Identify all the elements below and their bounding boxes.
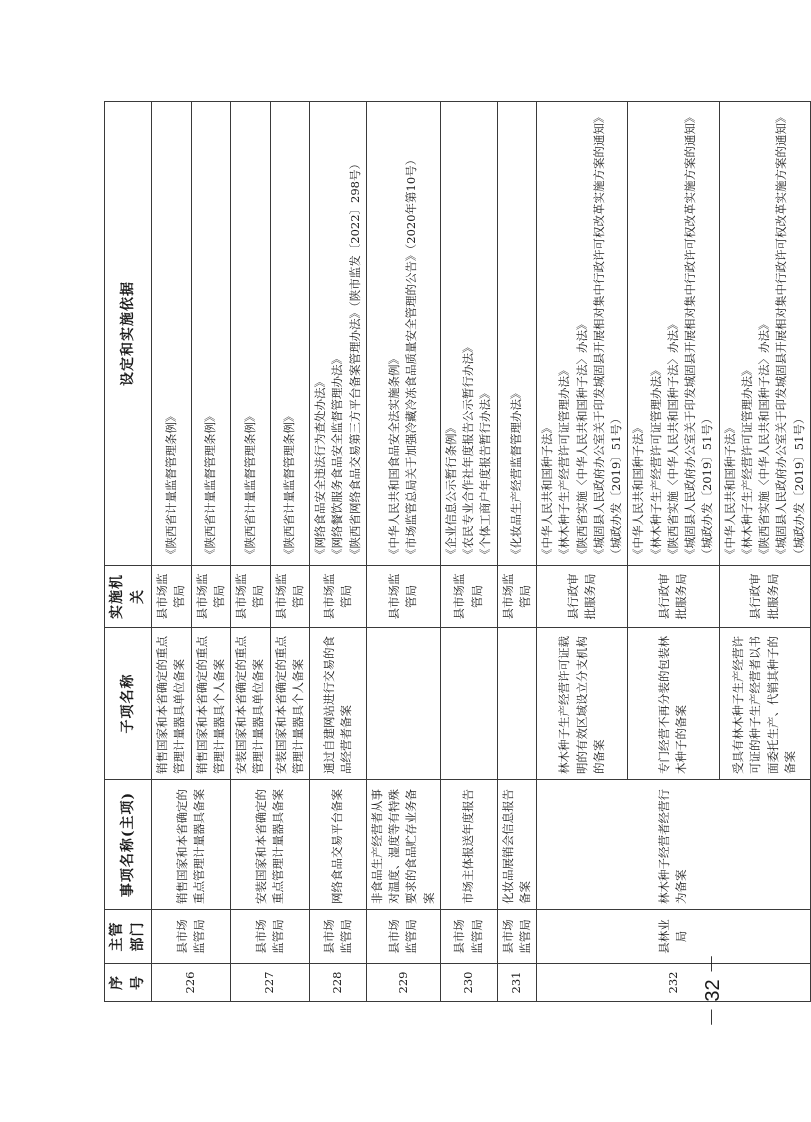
rotated-table-wrapper bbox=[104, 102, 806, 1002]
cell-item: 市场主体报送年度报告 bbox=[440, 780, 497, 910]
cell-no: 227 bbox=[231, 964, 310, 1002]
cell-sub bbox=[497, 628, 537, 780]
basis-line: 《中华人民共和国种子法》 bbox=[631, 422, 646, 560]
basis-line: 《陕西省计量监督管理条例》 bbox=[163, 410, 178, 560]
cell-basis bbox=[231, 102, 271, 566]
basis-line: 《城固县人民政府办公室关于印发城固县开展相对集中行政许可权改革实施方案的通知》（城政办发〔2019〕51号） bbox=[683, 111, 715, 560]
basis-line: 《陕西省网络食品交易第三方平台备案管理办法》（陕市监发〔2022〕298号） bbox=[347, 158, 362, 560]
cell-basis bbox=[270, 102, 310, 566]
basis-line: 《个体工商户年度报告暂行办法》 bbox=[478, 387, 493, 560]
cell-agency: 县行政审批服务局 bbox=[628, 566, 719, 628]
basis-line: 《化妆品生产经营监督管理办法》 bbox=[509, 387, 524, 560]
table-row bbox=[366, 102, 440, 1002]
cell-sub: 销售国家和本省确定的重点管理计量器具个人备案 bbox=[191, 628, 231, 780]
basis-line: 《中华人民共和国种子法》 bbox=[540, 422, 554, 560]
basis-line: 《陕西省计量监督管理条例》 bbox=[282, 410, 297, 560]
basis-line: 《陕西省计量监督管理条例》 bbox=[242, 410, 257, 560]
cell-sub: 专门经营不再分装的包装林木种子的备案 bbox=[628, 628, 719, 780]
table-row bbox=[497, 102, 537, 1002]
cell-sub: 安装国家和本省确定的重点管理计量器具单位备案 bbox=[231, 628, 271, 780]
basis-line: 《中华人民共和国种子法》 bbox=[722, 422, 737, 560]
basis-line: 《城固县人民政府办公室关于印发城固县开展相对集中行政许可权改革实施方案的通知》（城政办发〔2019〕51号） bbox=[591, 111, 623, 560]
cell-agency: 县市场监管局 bbox=[310, 566, 367, 628]
cell-agency: 县行政审批服务局 bbox=[719, 566, 810, 628]
cell-item: 化妆品展销会信息报告备案 bbox=[497, 780, 537, 910]
cell-basis bbox=[310, 102, 367, 566]
cell-dept: 县市场监管局 bbox=[497, 910, 537, 964]
cell-basis bbox=[366, 102, 440, 566]
cell-sub: 销售国家和本省确定的重点管理计量器具单位备案 bbox=[152, 628, 192, 780]
cell-sub bbox=[366, 628, 440, 780]
basis-line: 《陕西省实施〈中华人民共和国种子法〉办法》 bbox=[665, 318, 680, 560]
cell-agency: 县行政审批服务局 bbox=[537, 566, 628, 628]
basis-line: 《网络食品安全违法行为查处办法》 bbox=[313, 376, 327, 560]
table-row bbox=[231, 102, 271, 1002]
basis-line: 《陕西省实施〈中华人民共和国种子法〉办法》 bbox=[757, 318, 771, 560]
cell-item: 林木种子经营者经营行为备案 bbox=[537, 780, 811, 910]
cell-item: 安装国家和本省确定的重点管理计量器具备案 bbox=[231, 780, 310, 910]
basis-line: 《林木种子生产经营许可证管理办法》 bbox=[648, 364, 663, 560]
basis-line: 《农民专业合作社年度报告公示暂行办法》 bbox=[461, 341, 475, 560]
page-number: － 32 － bbox=[702, 953, 725, 1028]
cell-item: 网络食品交易平台备案 bbox=[310, 780, 367, 910]
cell-basis bbox=[191, 102, 231, 566]
items-table bbox=[104, 101, 811, 1002]
header-sub: 子项名称 bbox=[105, 628, 152, 780]
cell-item: 销售国家和本省确定的重点管理计量器具备案 bbox=[152, 780, 231, 910]
cell-dept: 县林业局 bbox=[537, 910, 811, 964]
header-row bbox=[105, 102, 152, 1002]
basis-line: 《市场监管总局关于加强冷藏冷冻食品质量安全管理的公告》（2020年第10号） bbox=[404, 153, 419, 560]
cell-agency: 县市场监管局 bbox=[191, 566, 231, 628]
cell-basis bbox=[719, 102, 810, 566]
cell-agency: 县市场监管局 bbox=[497, 566, 537, 628]
cell-dept: 县市场监管局 bbox=[231, 910, 310, 964]
cell-dept: 县市场监管局 bbox=[440, 910, 497, 964]
cell-no: 228 bbox=[310, 964, 367, 1002]
cell-agency: 县市场监管局 bbox=[440, 566, 497, 628]
cell-agency: 县市场监管局 bbox=[270, 566, 310, 628]
basis-line: 《企业信息公示暂行条例》 bbox=[443, 422, 458, 560]
basis-line: 《网络餐饮服务食品安全监督管理办法》 bbox=[330, 353, 345, 560]
cell-sub: 通过自建网站进行交易的食品经营者备案 bbox=[310, 628, 367, 780]
header-agency: 实施机关 bbox=[105, 566, 152, 628]
cell-no: 229 bbox=[366, 964, 440, 1002]
table-row bbox=[440, 102, 497, 1002]
basis-line: 《陕西省实施〈中华人民共和国种子法〉办法》 bbox=[574, 318, 589, 560]
header-item: 事项名称(主项) bbox=[105, 780, 152, 910]
cell-sub: 林木种子生产经营许可证载明的有效区域设立分支机构的备案 bbox=[537, 628, 628, 780]
basis-line: 《林木种子生产经营许可证管理办法》 bbox=[557, 364, 572, 560]
cell-dept: 县市场监管局 bbox=[152, 910, 231, 964]
cell-basis bbox=[537, 102, 628, 566]
cell-no: 230 bbox=[440, 964, 497, 1002]
cell-dept: 县市场监管局 bbox=[310, 910, 367, 964]
cell-item: 非食品生产经营者从事对温度、湿度等有特殊要求的食品贮存业务备案 bbox=[366, 780, 440, 910]
cell-agency: 县市场监管局 bbox=[152, 566, 192, 628]
cell-sub: 受具有林木种子生产经营许可证的种子生产经营者以书面委托生产、代销其种子的备案 bbox=[719, 628, 810, 780]
cell-basis bbox=[628, 102, 719, 566]
cell-sub bbox=[440, 628, 497, 780]
cell-no: 231 bbox=[497, 964, 537, 1002]
basis-line: 《城固县人民政府办公室关于印发城固县开展相对集中行政许可权改革实施方案的通知》（城政办发〔2019〕51号） bbox=[774, 111, 806, 560]
cell-agency: 县市场监管局 bbox=[231, 566, 271, 628]
header-dept: 主管部门 bbox=[105, 910, 152, 964]
header-basis: 设定和实施依据 bbox=[105, 102, 152, 566]
basis-line: 《中华人民共和国食品安全法实施条例》 bbox=[387, 353, 401, 560]
header-no: 序号 bbox=[105, 964, 152, 1002]
cell-no: 226 bbox=[152, 964, 231, 1002]
table-row bbox=[152, 102, 192, 1002]
cell-no: 232 bbox=[537, 964, 811, 1002]
cell-sub: 安装国家和本省确定的重点管理计量器具个人备案 bbox=[270, 628, 310, 780]
table-row bbox=[537, 102, 628, 1002]
cell-dept: 县市场监管局 bbox=[366, 910, 440, 964]
cell-agency: 县市场监管局 bbox=[366, 566, 440, 628]
basis-line: 《陕西省计量监督管理条例》 bbox=[203, 410, 218, 560]
basis-line: 《林木种子生产经营许可证管理办法》 bbox=[739, 364, 754, 560]
cell-basis bbox=[440, 102, 497, 566]
table-row bbox=[310, 102, 367, 1002]
cell-basis bbox=[152, 102, 192, 566]
cell-basis bbox=[497, 102, 537, 566]
